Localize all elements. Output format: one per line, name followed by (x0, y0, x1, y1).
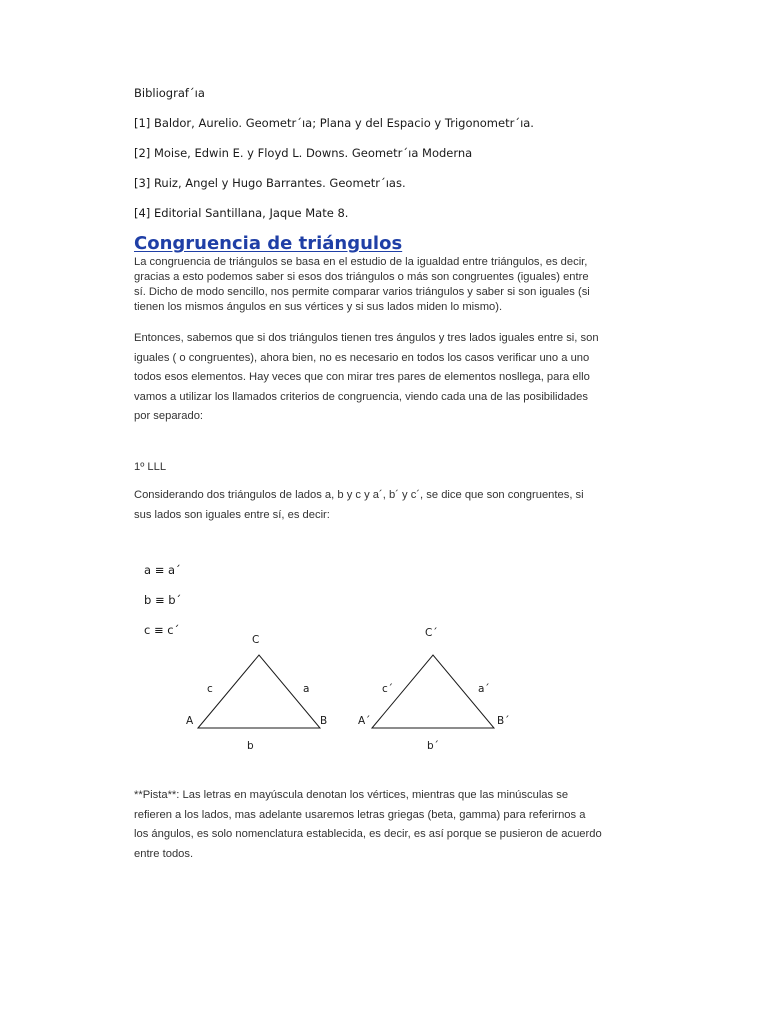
vertex-label: A´ (358, 715, 371, 727)
section-title: Congruencia de triángulos (134, 233, 403, 254)
criterion-heading: 1º LLL (134, 461, 167, 473)
equation: c ≡ c´ (144, 623, 180, 637)
vertex-label: C (252, 634, 260, 646)
side-label: c´ (382, 683, 394, 695)
paragraph-line: sí. Dicho de modo sencillo, nos permite comparar varios triángulos y saber si son iguales (si (134, 286, 590, 298)
bibliography-item: [4] Editorial Santillana, Jaque Mate 8. (134, 206, 349, 220)
paragraph-line: por separado: (134, 410, 204, 422)
paragraph-line: sus lados son iguales entre sí, es decir: (134, 508, 330, 521)
side-label: c (207, 683, 213, 695)
paragraph-line: La congruencia de triángulos se basa en el estudio de la igualdad entre triángulos, es decir, (134, 256, 588, 268)
side-label: a´ (478, 683, 490, 695)
bibliography-heading: Bibliograf´ıa (134, 86, 205, 100)
bibliography-item: [1] Baldor, Aurelio. Geometr´ıa; Plana y del Espacio y Trigonometr´ıa. (134, 116, 534, 130)
paragraph-line: tienen los mismos ángulos en sus vértices y si sus lados miden lo mismo). (134, 301, 503, 313)
side-label: b (247, 740, 254, 752)
paragraph-line: vamos a utilizar los llamados criterios de congruencia, viendo cada una de las posibilidades (134, 390, 588, 403)
paragraph-line: iguales ( o congruentes), ahora bien, no es necesario en todos los casos verificar uno a uno (134, 351, 590, 364)
equation: a ≡ a´ (144, 563, 181, 577)
side-label: b´ (427, 740, 439, 752)
paragraph-line: gracias a esto podemos saber si esos dos triángulos o más son congruentes (iguales) entre (134, 271, 589, 283)
vertex-label: A (186, 715, 194, 727)
side-label: a (303, 683, 310, 695)
bibliography-item: [3] Ruiz, Angel y Hugo Barrantes. Geometr´ıas. (134, 176, 406, 190)
paragraph-line: entre todos. (134, 847, 194, 860)
paragraph-line: los ángulos, es solo nomenclatura establecida, es decir, es así porque se pusieron de acuerdo (134, 828, 602, 840)
triangle-1-shape (198, 655, 320, 728)
hint-paragraph (134, 786, 644, 864)
paragraph-line: Considerando dos triángulos de lados a, b y c y a´, b´ y c´, se dice que son congruentes, si (134, 489, 584, 501)
equation: b ≡ b´ (144, 593, 182, 607)
bibliography-item: [2] Moise, Edwin E. y Floyd L. Downs. Geometr´ıa Moderna (134, 146, 473, 160)
vertex-label: C´ (425, 627, 438, 639)
paragraph-line: Entonces, sabemos que si dos triángulos tienen tres ángulos y tres lados iguales entre si, son (134, 332, 599, 344)
vertex-label: B´ (497, 715, 510, 727)
paragraph-line: todos esos elementos. Hay veces que con mirar tres pares de elementos nosllega, para ello (134, 371, 590, 383)
paragraph-line: refieren a los lados, mas adelante usaremos letras griegas (beta, gamma) para referirnos a (134, 808, 586, 821)
paragraph-line: **Pista**: Las letras en mayúscula denotan los vértices, mientras que las minúsculas se (134, 789, 569, 801)
vertex-label: B (320, 715, 328, 727)
